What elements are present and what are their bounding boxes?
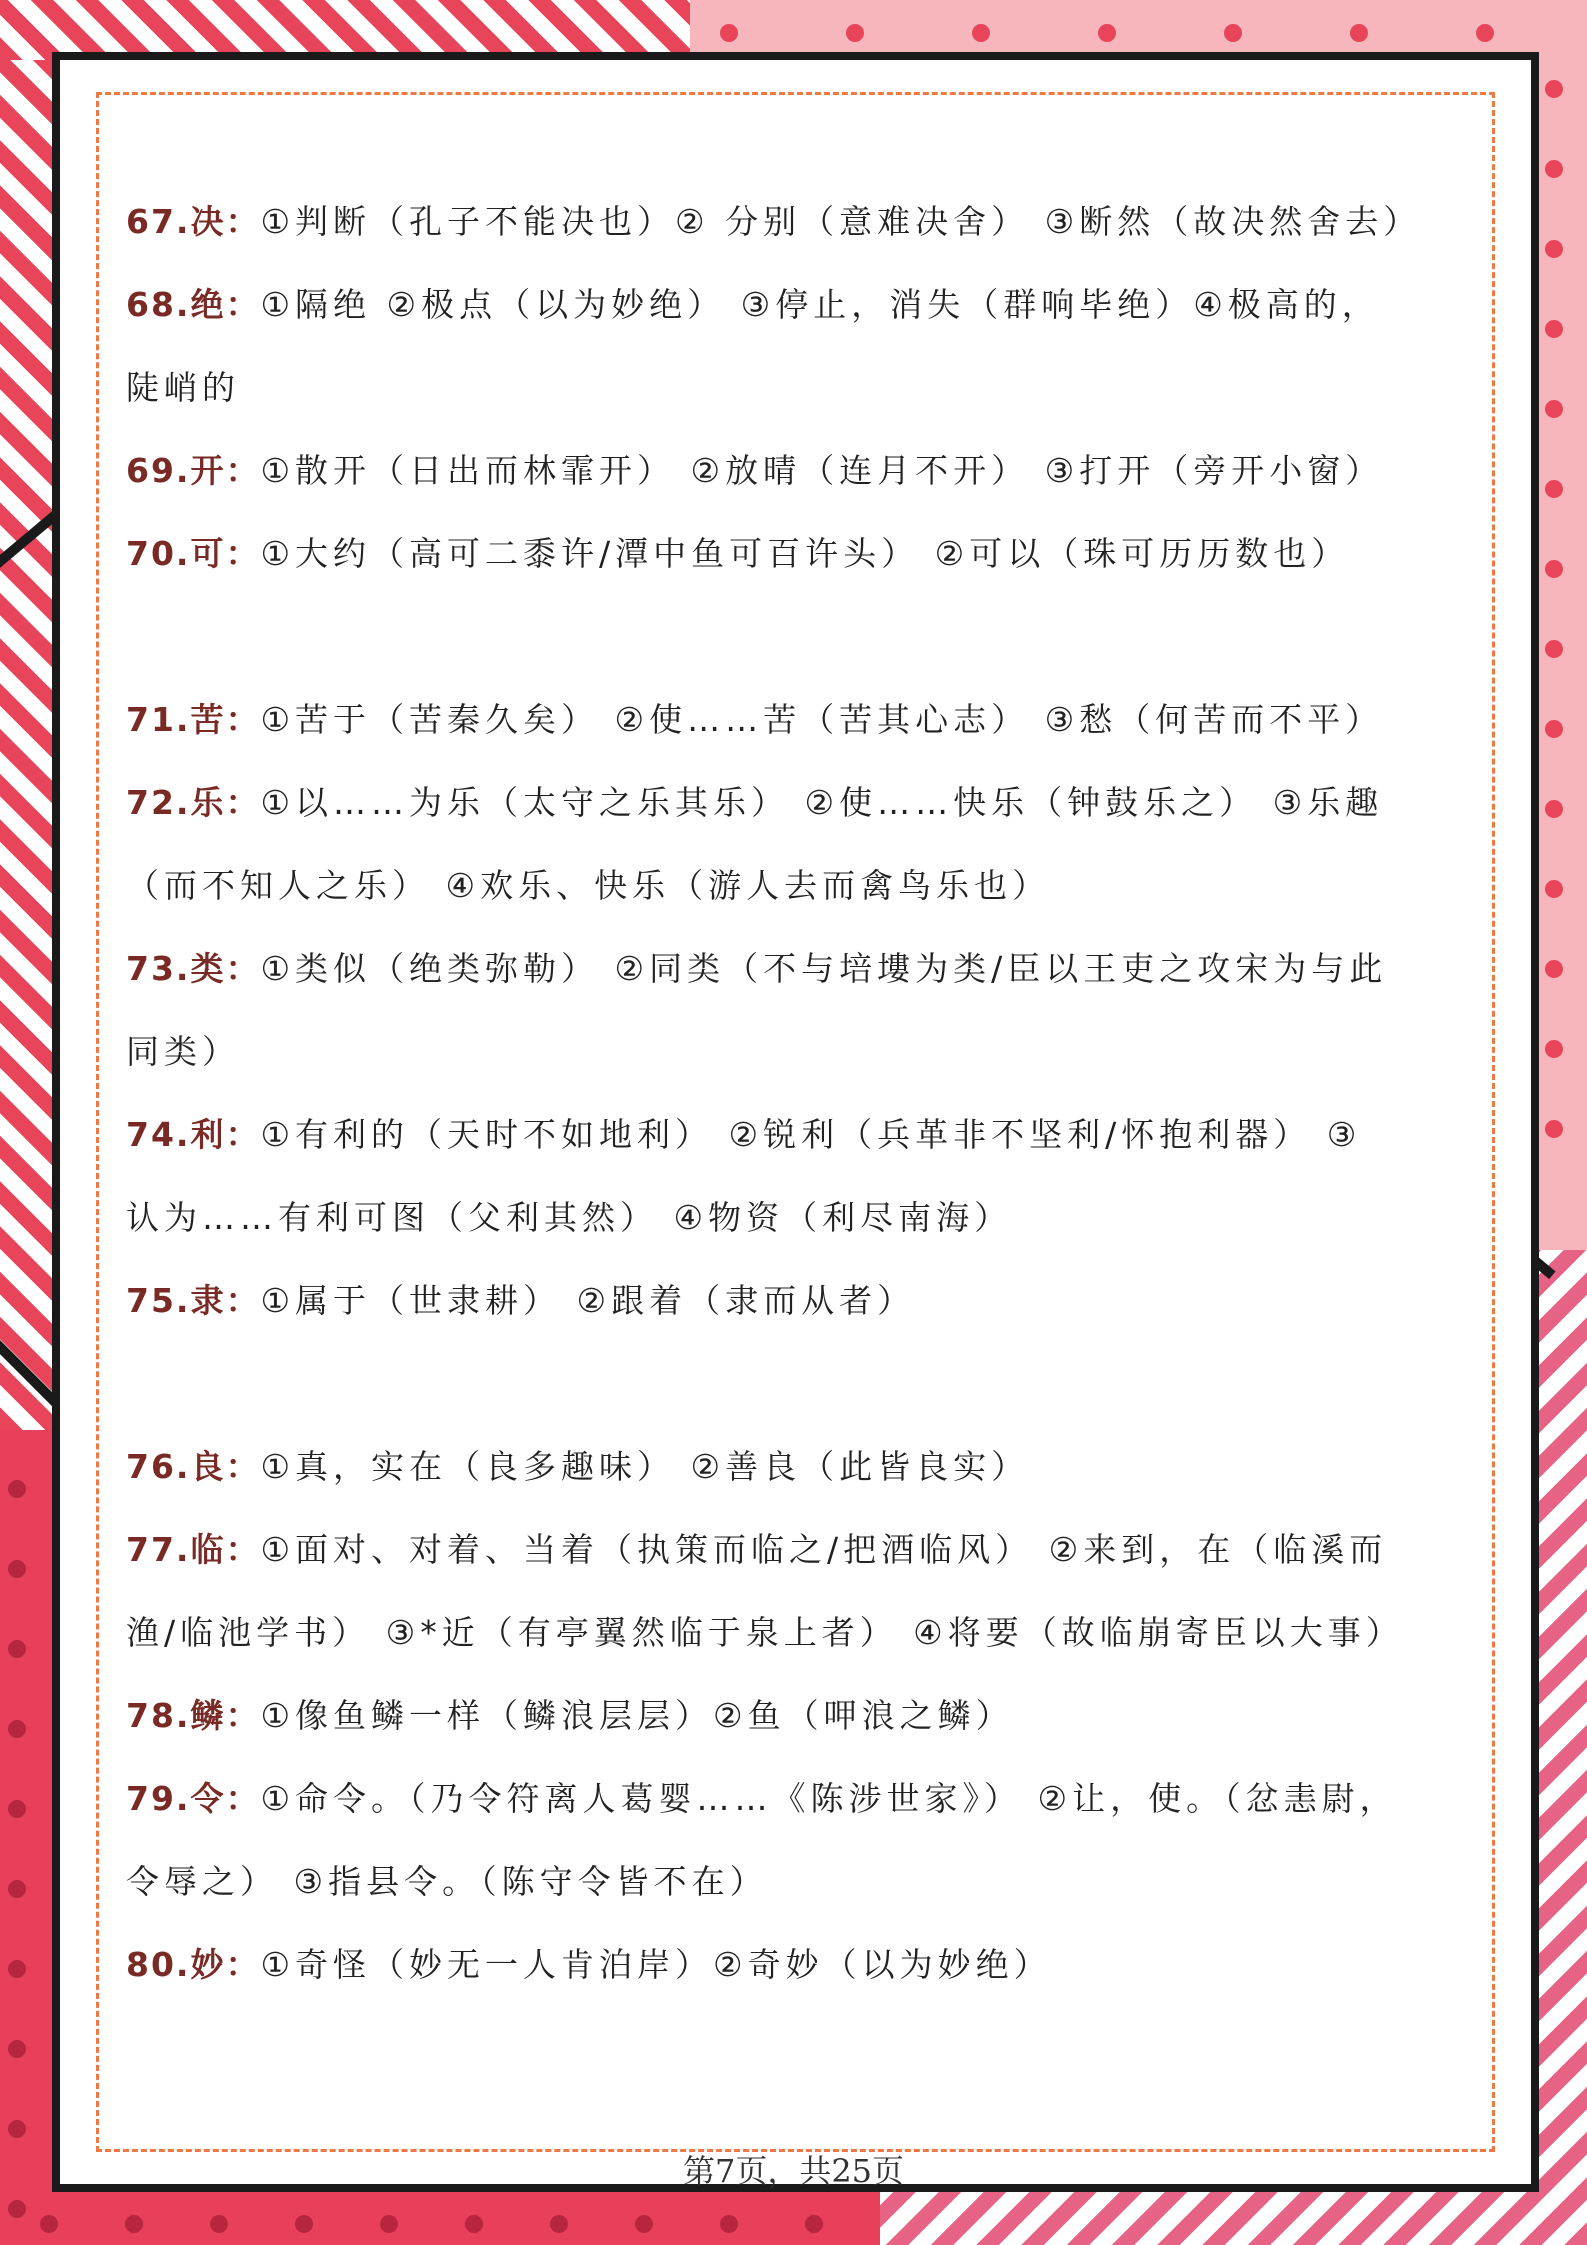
entry-line — [126, 1093, 1466, 1176]
entry-line — [126, 844, 1466, 927]
entry-text: ①面对、对着、当着（执策而临之/把酒临风） ②来到，在（临溪而 — [260, 1530, 1388, 1569]
entry-text: ①有利的（天时不如地利） ②锐利（兵革非不坚利/怀抱利器） ③ — [260, 1115, 1362, 1154]
headword: 77.临： — [126, 1530, 261, 1569]
polka-dot — [805, 2215, 823, 2233]
polka-dot — [635, 2215, 653, 2233]
polka-dot — [8, 1880, 26, 1898]
page-number: 第7页，共25页 — [682, 2152, 905, 2190]
polka-dot — [1545, 560, 1563, 578]
polka-dot — [1545, 800, 1563, 818]
polka-dot — [1350, 24, 1368, 42]
polka-dot — [8, 2200, 26, 2218]
entry-line — [126, 1674, 1466, 1757]
entry-line — [126, 1010, 1466, 1093]
polka-dot — [8, 1960, 26, 1978]
entry-line — [126, 263, 1466, 346]
group-gap — [126, 595, 1466, 678]
polka-dot — [1545, 720, 1563, 738]
entry-line — [126, 1508, 1466, 1591]
bottom-stripes — [880, 2190, 1587, 2245]
entry-text: 令辱之） ③指县令。（陈守令皆不在） — [126, 1862, 768, 1901]
polka-dot — [8, 1480, 26, 1498]
entry-text: ①奇怪（妙无一人肯泊岸）②奇妙（以为妙绝） — [260, 1945, 1052, 1984]
headword: 74.利： — [126, 1115, 261, 1154]
entry-line — [126, 346, 1466, 429]
polka-dot — [8, 2120, 26, 2138]
polka-dot — [1476, 24, 1494, 42]
group-gap — [126, 1342, 1466, 1425]
polka-dot — [380, 2215, 398, 2233]
headword: 72.乐： — [126, 783, 261, 822]
entry-text: （而不知人之乐） ④欢乐、快乐（游人去而禽鸟乐也） — [126, 866, 1051, 905]
headword: 67.决： — [126, 202, 261, 241]
entry-text: ①像鱼鳞一样（鳞浪层层）②鱼（呷浪之鳞） — [260, 1696, 1014, 1735]
headword: 69.开： — [126, 451, 261, 490]
entry-line — [126, 1757, 1466, 1840]
polka-dot — [1098, 24, 1116, 42]
headword: 68.绝： — [126, 285, 261, 324]
polka-dot — [1545, 320, 1563, 338]
polka-dot — [1545, 880, 1563, 898]
polka-dot — [8, 1800, 26, 1818]
headword: 71.苦： — [126, 700, 261, 739]
entry-line — [126, 1591, 1466, 1674]
polka-dot — [1545, 480, 1563, 498]
headword: 78.鳞： — [126, 1696, 261, 1735]
polka-dot — [1545, 400, 1563, 418]
polka-dot — [8, 2040, 26, 2058]
polka-dot — [550, 2215, 568, 2233]
headword: 80.妙： — [126, 1945, 261, 1984]
headword: 79.令： — [126, 1779, 261, 1818]
entry-text: 认为……有利可图（父利其然） ④物资（利尽南海） — [126, 1198, 1013, 1237]
polka-dot — [125, 2215, 143, 2233]
polka-dot — [1545, 160, 1563, 178]
headword: 70.可： — [126, 534, 261, 573]
polka-dot — [295, 2215, 313, 2233]
entry-line — [126, 1259, 1466, 1342]
polka-dot — [846, 24, 864, 42]
entry-text: ①真，实在（良多趣味） ②善良（此皆良实） — [260, 1447, 1030, 1486]
headword: 76.良： — [126, 1447, 261, 1486]
entry-text: ①以……为乐（太守之乐其乐） ②使……快乐（钟鼓乐之） ③乐趣 — [260, 783, 1384, 822]
polka-dot — [1545, 1040, 1563, 1058]
polka-dot — [40, 2215, 58, 2233]
entry-text: ①隔绝 ②极点（以为妙绝） ③停止，消失（群响毕绝）④极高的， — [260, 285, 1380, 324]
polka-dot — [1545, 240, 1563, 258]
polka-dot — [720, 24, 738, 42]
entry-text: 陡峭的 — [126, 368, 240, 407]
entry-text: ①命令。（乃令符离人葛婴……《陈涉世家》） ②让，使。（忿恚尉， — [260, 1779, 1398, 1818]
top-stripes — [0, 0, 690, 60]
polka-dot — [1224, 24, 1242, 42]
polka-dot — [972, 24, 990, 42]
headword: 75.隶： — [126, 1281, 261, 1320]
entry-line — [126, 1425, 1466, 1508]
entry-line — [126, 678, 1466, 761]
polka-dot — [210, 2215, 228, 2233]
polka-dot — [1545, 1120, 1563, 1138]
entry-line — [126, 429, 1466, 512]
polka-dot — [8, 1560, 26, 1578]
entry-text: 同类） — [126, 1032, 240, 1071]
entry-line — [126, 761, 1466, 844]
entry-line — [126, 180, 1466, 263]
entry-line — [126, 1923, 1466, 2006]
entry-text: ①散开（日出而林霏开） ②放晴（连月不开） ③打开（旁开小窗） — [260, 451, 1384, 490]
entry-list — [126, 180, 1466, 2006]
polka-dot — [1545, 640, 1563, 658]
entry-text: 渔/临池学书） ③*近（有亭翼然临于泉上者） ④将要（故临崩寄臣以大事） — [126, 1613, 1404, 1652]
polka-dot — [1545, 960, 1563, 978]
entry-text: ①苦于（苦秦久矣） ②使……苦（苦其心志） ③愁（何苦而不平） — [260, 700, 1384, 739]
entry-line — [126, 1840, 1466, 1923]
entry-text: ①判断（孔子不能决也）② 分别（意难决舍） ③断然（故决然舍去） — [260, 202, 1422, 241]
entry-line — [126, 1176, 1466, 1259]
entry-line — [126, 927, 1466, 1010]
entry-text: ①属于（世隶耕） ②跟着（隶而从者） — [260, 1281, 916, 1320]
polka-dot — [8, 1720, 26, 1738]
polka-dot — [720, 2215, 738, 2233]
polka-dot — [1545, 80, 1563, 98]
entry-line — [126, 512, 1466, 595]
entry-text: ①类似（绝类弥勒） ②同类（不与培塿为类/臣以王吏之攻宋为与此 — [260, 949, 1388, 988]
entry-text: ①大约（高可二黍许/潭中鱼可百许头） ②可以（珠可历历数也） — [260, 534, 1350, 573]
headword: 73.类： — [126, 949, 261, 988]
polka-dot — [465, 2215, 483, 2233]
polka-dot — [8, 1640, 26, 1658]
